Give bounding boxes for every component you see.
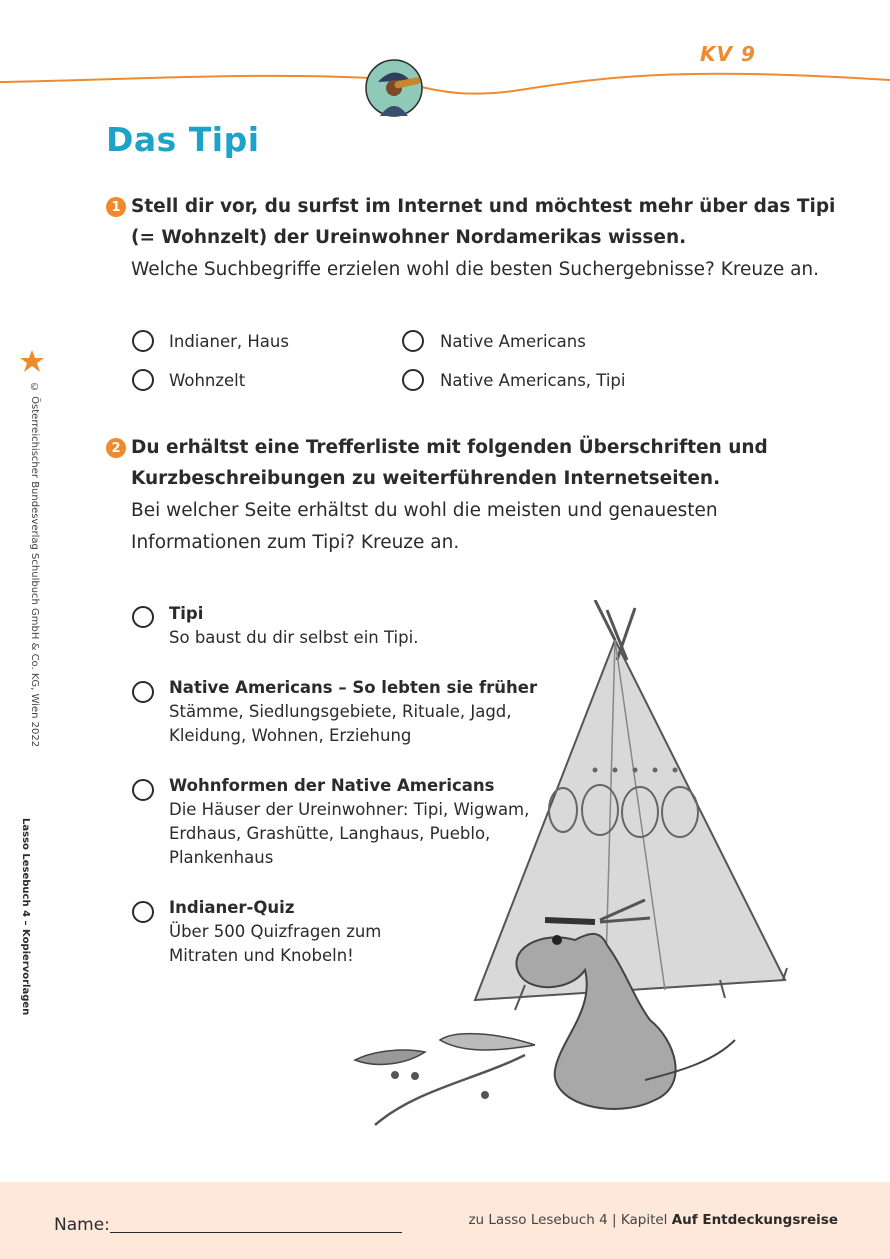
publisher-logo-icon [18, 348, 46, 376]
option-label: Native Americans [440, 332, 586, 351]
task2-line1: Du erhältst eine Trefferliste mit folgenden Überschriften und [131, 437, 768, 458]
name-input-line[interactable] [110, 1232, 402, 1233]
checkbox-wohnformen[interactable] [132, 779, 154, 801]
result-description: Stämme, Siedlungsgebiete, Rituale, Jagd, [169, 702, 512, 721]
result-description: Plankenhaus [169, 848, 274, 867]
checkbox-indianer-quiz[interactable] [132, 901, 154, 923]
result-description: Kleidung, Wohnen, Erziehung [169, 726, 412, 745]
checkbox-native-americans-frueher[interactable] [132, 681, 154, 703]
task2-line2: Kurzbeschreibungen zu weiterführenden Internetseiten. [131, 468, 721, 489]
result-title: Native Americans – So lebten sie früher [169, 678, 538, 697]
task1-line3: Welche Suchbegriffe erzielen wohl die besten Suchergebnisse? Kreuze an. [131, 259, 820, 280]
result-entry-tipi [169, 602, 418, 650]
result-entry-quiz [169, 896, 381, 968]
result-description: Die Häuser der Ureinwohner: Tipi, Wigwam, [169, 800, 530, 819]
checkbox-indianer-haus[interactable] [132, 330, 154, 352]
footer-chapter: Auf Entdeckungsreise [671, 1212, 838, 1228]
footer-reference [468, 1212, 838, 1228]
book-series-text: Lasso Lesebuch 4 – Kopiervorlagen [20, 818, 31, 1016]
option-label: Wohnzelt [169, 371, 246, 390]
copyright-text: © Österreichischer Bundesverlag Schulbuch GmbH & Co. KG, Wien 2022 [29, 382, 40, 748]
task-number-1: 1 [106, 197, 126, 217]
result-title: Tipi [169, 604, 204, 623]
result-entry-wohnformen [169, 774, 529, 870]
result-entry-native-americans [169, 676, 537, 748]
result-title: Wohnformen der Native Americans [169, 776, 495, 795]
footer-ref-prefix: zu Lasso Lesebuch 4 | Kapitel [468, 1212, 672, 1228]
option-label: Indianer, Haus [169, 332, 289, 351]
task2-line4: Informationen zum Tipi? Kreuze an. [131, 532, 460, 553]
result-description: Erdhaus, Grashütte, Langhaus, Pueblo, [169, 824, 491, 843]
result-description: So baust du dir selbst ein Tipi. [169, 628, 419, 647]
option-label: Native Americans, Tipi [440, 371, 626, 390]
checkbox-tipi[interactable] [132, 606, 154, 628]
checkbox-wohnzelt[interactable] [132, 369, 154, 391]
task1-line1: Stell dir vor, du surfst im Internet und möchtest mehr über das Tipi [131, 196, 836, 217]
pirate-mascot-icon [364, 58, 424, 118]
checkbox-native-americans-tipi[interactable] [402, 369, 424, 391]
header-wave-line [0, 50, 890, 120]
result-title: Indianer-Quiz [169, 898, 295, 917]
worksheet-code: KV 9 [700, 42, 756, 66]
result-description: Über 500 Quizfragen zum [169, 922, 382, 941]
task1-line2: (= Wohnzelt) der Ureinwohner Nordamerikas wissen. [131, 227, 687, 248]
name-label: Name: [54, 1215, 110, 1235]
task2-line3: Bei welcher Seite erhältst du wohl die meisten und genauesten [131, 500, 718, 521]
task-number-2: 2 [106, 438, 126, 458]
result-description: Mitraten und Knobeln! [169, 946, 354, 965]
checkbox-native-americans[interactable] [402, 330, 424, 352]
page-title: Das Tipi [106, 120, 260, 159]
